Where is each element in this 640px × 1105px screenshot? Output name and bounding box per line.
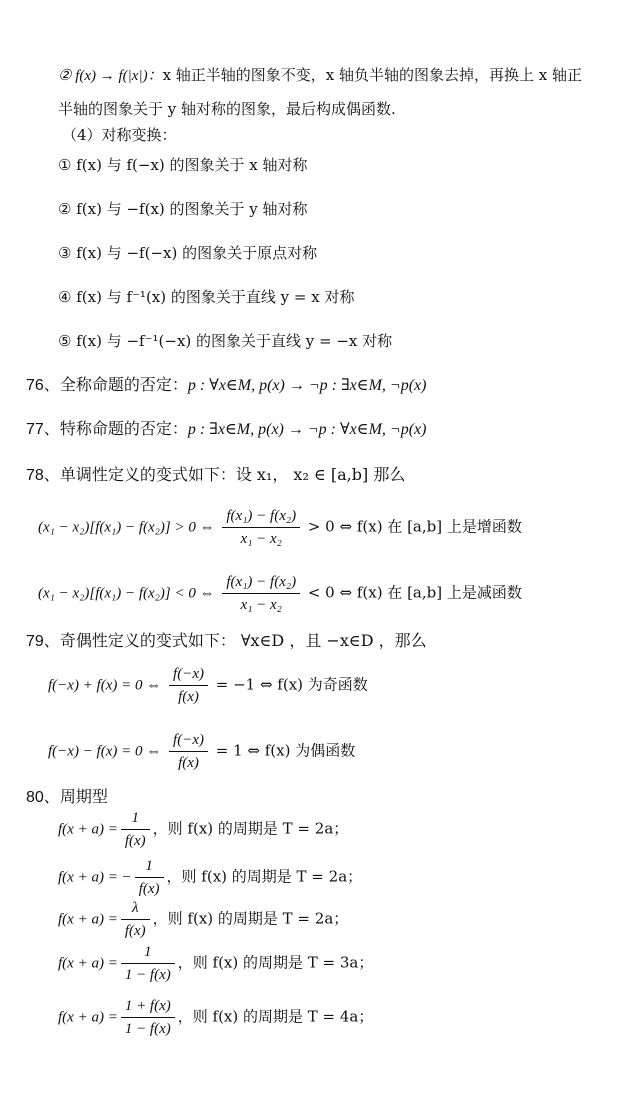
inc-denominator: x₁ − x₂ <box>240 531 282 547</box>
period-row-3-denominator: f(x) <box>124 923 146 939</box>
period-row-2-denominator: f(x) <box>138 881 160 897</box>
odd-function-formula <box>48 664 368 707</box>
odd-numerator: f(−x) <box>169 664 208 686</box>
section-77-label: 特称命题的否定： <box>59 419 188 438</box>
abs-transform-line-2: 半轴的图象关于 y 轴对称的图象，最后构成偶函数. <box>58 100 396 118</box>
even-denominator: f(x) <box>178 755 199 771</box>
period-row-3-right: ，则 f(x) 的周期是 T = 2a； <box>152 909 349 928</box>
period-row-2-right: ，则 f(x) 的周期是 T = 2a； <box>166 867 363 886</box>
period-row-4-right: ，则 f(x) 的周期是 T = 3a； <box>177 953 374 972</box>
period-row-1-fraction <box>121 808 150 851</box>
even-function-formula <box>48 730 355 773</box>
period-row-2-fraction <box>135 856 164 899</box>
monotone-increasing-formula <box>38 506 522 549</box>
inc-right: > 0 ⇔ f(x) 在 [a,b] 上是增函数 <box>307 517 522 536</box>
inc-numerator: f(x₁) − f(x₂) <box>222 506 300 528</box>
symmetry-item-3: ③ f(x) 与 −f(−x) 的图象关于原点对称 <box>58 244 318 262</box>
section-76-label: 全称命题的否定： <box>59 375 188 394</box>
dec-numerator: f(x₁) − f(x₂) <box>222 572 300 594</box>
section-77 <box>26 418 426 441</box>
symmetry-item-1: ① f(x) 与 f(−x) 的图象关于 x 轴对称 <box>58 156 308 174</box>
abs-transform-formula: ② f(x) → f(|x|)： <box>58 68 163 84</box>
period-row-4-numerator: 1 <box>121 942 175 964</box>
period-row-5-fraction <box>121 996 175 1039</box>
period-row-5 <box>58 996 373 1039</box>
odd-left: f(−x) + f(x) = 0 ⇔ <box>48 677 162 694</box>
section-79 <box>26 630 427 653</box>
period-row-2-left: f(x + a) = − <box>58 869 132 886</box>
period-row-1-right: ，则 f(x) 的周期是 T = 2a； <box>152 819 349 838</box>
dec-right: < 0 ⇔ f(x) 在 [a,b] 上是减函数 <box>307 583 522 602</box>
period-row-5-left: f(x + a) = <box>58 1009 118 1026</box>
even-numerator: f(−x) <box>169 730 208 752</box>
section-78-number: 78、 <box>26 467 60 484</box>
period-row-1-numerator: 1 <box>121 808 150 830</box>
period-row-1-denominator: f(x) <box>124 833 146 849</box>
section-79-label: 奇偶性定义的变式如下： ∀x∈D ，且 −x∈D ，那么 <box>59 631 427 650</box>
section-80-number: 80、 <box>26 789 60 806</box>
section-79-number: 79、 <box>26 633 60 650</box>
period-row-5-numerator: 1 + f(x) <box>121 996 175 1018</box>
period-row-5-denominator: 1 − f(x) <box>124 1021 171 1037</box>
period-row-4-fraction <box>121 942 175 985</box>
symmetry-item-2: ② f(x) 与 −f(x) 的图象关于 y 轴对称 <box>58 200 308 218</box>
period-row-3 <box>58 898 348 941</box>
period-row-2-numerator: 1 <box>135 856 164 878</box>
even-fraction <box>169 730 208 773</box>
period-row-4 <box>58 942 373 985</box>
section-77-formula: p : ∃x∈M, p(x) → ¬p : ∀x∈M, ¬p(x) <box>187 421 427 438</box>
period-row-3-left: f(x + a) = <box>58 911 118 928</box>
period-row-5-right: ，则 f(x) 的周期是 T = 4a； <box>177 1007 374 1026</box>
period-row-4-left: f(x + a) = <box>58 955 118 972</box>
abs-transform-text: x 轴正半轴的图象不变，x 轴负半轴的图象去掉，再换上 x 轴正 <box>162 66 583 84</box>
period-row-4-denominator: 1 − f(x) <box>124 967 171 983</box>
section-76 <box>26 374 426 397</box>
odd-denominator: f(x) <box>178 689 199 705</box>
monotone-decreasing-formula <box>38 572 522 615</box>
even-left: f(−x) − f(x) = 0 ⇔ <box>48 743 162 760</box>
section-76-formula: p : ∀x∈M, p(x) → ¬p : ∃x∈M, ¬p(x) <box>187 377 427 394</box>
odd-fraction <box>169 664 208 707</box>
dec-denominator: x₁ − x₂ <box>240 597 282 613</box>
period-row-1-left: f(x + a) = <box>58 821 118 838</box>
section-78 <box>26 464 405 487</box>
dec-left: (x₁ − x₂)[f(x₁) − f(x₂)] < 0 ⇔ <box>38 585 215 602</box>
symmetry-item-4: ④ f(x) 与 f⁻¹(x) 的图象关于直线 y = x 对称 <box>58 288 355 306</box>
period-row-1 <box>58 808 348 851</box>
odd-right: = −1 ⇔ f(x) 为奇函数 <box>215 675 368 694</box>
period-row-3-fraction <box>121 898 150 941</box>
section-80 <box>26 786 108 809</box>
even-right: = 1 ⇔ f(x) 为偶函数 <box>215 741 356 760</box>
dec-fraction <box>222 572 300 615</box>
inc-fraction <box>222 506 300 549</box>
section-80-label: 周期型 <box>59 787 108 806</box>
section-4-title: （4）对称变换： <box>62 126 177 144</box>
section-76-number: 76、 <box>26 377 60 394</box>
period-row-3-numerator: λ <box>121 898 150 920</box>
section-77-number: 77、 <box>26 421 60 438</box>
inc-left: (x₁ − x₂)[f(x₁) − f(x₂)] > 0 ⇔ <box>38 519 215 536</box>
period-row-2 <box>58 856 362 899</box>
abs-transform-line <box>58 64 582 87</box>
section-78-label: 单调性定义的变式如下：设 x₁， x₂ ∈ [a,b] 那么 <box>59 465 406 484</box>
symmetry-item-5: ⑤ f(x) 与 −f⁻¹(−x) 的图象关于直线 y = −x 对称 <box>58 332 393 350</box>
